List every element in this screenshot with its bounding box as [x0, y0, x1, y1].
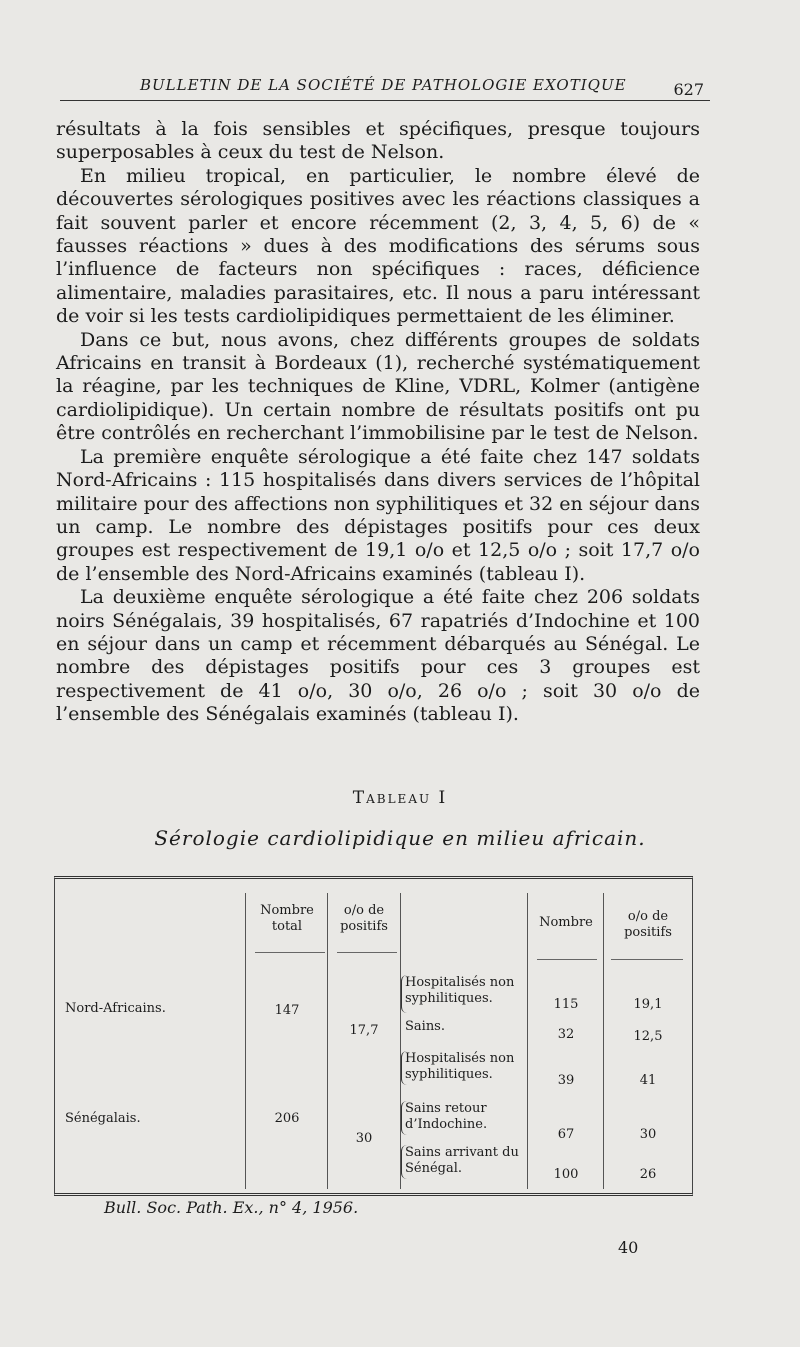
header-subgroup-count: Nombre — [539, 915, 593, 930]
subgroup-count: 100 — [553, 1167, 579, 1182]
sheet-mark: 40 — [618, 1238, 639, 1257]
paragraph: La première enquête sérologique a été faite chez 147 soldats Nord-Africains : 115 hospitalisés dans divers services de l’hôpital militaire pour des affections non syphilitiques et 32 en séjour dans un camp. Le nombre des dépistages positifs pour ces deux groupes est respectivement de 19,1 o/o et 12,5 o/o ; soit 17,7 o/o de l’ensemble des Nord-Africains examinés (tableau I). — [56, 445, 700, 585]
header-rule — [611, 959, 683, 960]
group-total: 147 — [274, 1003, 300, 1018]
header-rule — [537, 959, 597, 960]
header-subgroup-pct: o/o de positifs — [624, 909, 672, 940]
subgroup-pct: 41 — [639, 1073, 657, 1088]
paragraph: Dans ce but, nous avons, chez différents groupes de soldats Africains en transit à Bordeaux (1), recherché systématiquement la réagine, par les techniques de Kline, VDRL, Kolmer (antigène cardiolipidique). Un certain nombre de résultats positifs ont pu être contrôlés en recherchant l’immobilisine par le test de Nelson. — [56, 328, 700, 445]
header-positive-pct: o/o de positifs — [340, 903, 388, 934]
paragraph: résultats à la fois sensibles et spécifiques, presque toujours superposables à ceux du test de Nelson. — [56, 118, 700, 164]
group-positive-pct: 30 — [355, 1131, 373, 1146]
subgroup-label: Sains. — [405, 1019, 445, 1034]
table-divider — [400, 893, 401, 1189]
subgroup-pct: 19,1 — [633, 997, 663, 1012]
table-caption: Sérologie cardiolipidique en milieu africain. — [154, 826, 646, 850]
subgroup-pct: 26 — [639, 1167, 657, 1182]
article-body — [56, 118, 700, 727]
subgroup-pct: 12,5 — [633, 1029, 663, 1044]
group-total: 206 — [274, 1111, 300, 1126]
table-divider — [245, 893, 246, 1189]
subgroup-label: Sains arrivant du Sénégal. — [405, 1145, 519, 1176]
subgroup-pct: 30 — [639, 1127, 657, 1142]
group-name: Nord-Africains. — [65, 1001, 166, 1016]
table-label: Tableau I — [352, 788, 448, 808]
subgroup-count: 39 — [557, 1073, 575, 1088]
journal-citation: Bull. Soc. Path. Ex., n° 4, 1956. — [104, 1198, 359, 1217]
table-divider — [327, 893, 328, 1189]
subgroup-label: Hospitalisés non syphilitiques. — [405, 975, 515, 1006]
running-head — [60, 74, 710, 100]
subgroup-count: 67 — [557, 1127, 575, 1142]
subgroup-count: 32 — [557, 1027, 575, 1042]
header-rule — [255, 952, 325, 953]
header-rule — [337, 952, 397, 953]
subgroup-count: 115 — [553, 997, 579, 1012]
serology-table — [54, 876, 693, 1196]
header-rule — [60, 100, 710, 101]
subgroup-label: Hospitalisés non syphilitiques. — [405, 1051, 515, 1082]
page-number: 627 — [673, 80, 704, 99]
table-divider — [603, 893, 604, 1189]
group-positive-pct: 17,7 — [349, 1023, 379, 1038]
header-total: Nombre total — [260, 903, 314, 934]
subgroup-label: Sains retour d’Indochine. — [405, 1101, 488, 1132]
paragraph: En milieu tropical, en particulier, le nombre élevé de découvertes sérologiques positives avec les réactions classiques a fait souvent parler et encore récemment (2, 3, 4, 5, 6) de « fausses réactions » dues à des modifications des sérums sous l’influence de facteurs non spécifiques : races, déficience alimentaire, maladies parasitaires, etc. Il nous a paru intéressant de voir si les tests cardiolipidiques permettaient de les éliminer. — [56, 164, 700, 328]
group-name: Sénégalais. — [65, 1111, 141, 1126]
paragraph: La deuxième enquête sérologique a été faite chez 206 soldats noirs Sénégalais, 39 hospitalisés, 67 rapatriés d’Indochine et 100 en séjour dans un camp et récemment débarqués au Sénégal. Le nombre des dépistages positifs pour ces 3 groupes est respectivement de 41 o/o, 30 o/o, 26 o/o ; soit 30 o/o de l’ensemble des Sénégalais examinés (tableau I). — [56, 586, 700, 726]
table-divider — [527, 893, 528, 1189]
running-title: BULLETIN DE LA SOCIÉTÉ DE PATHOLOGIE EXOTIQUE — [140, 76, 627, 94]
